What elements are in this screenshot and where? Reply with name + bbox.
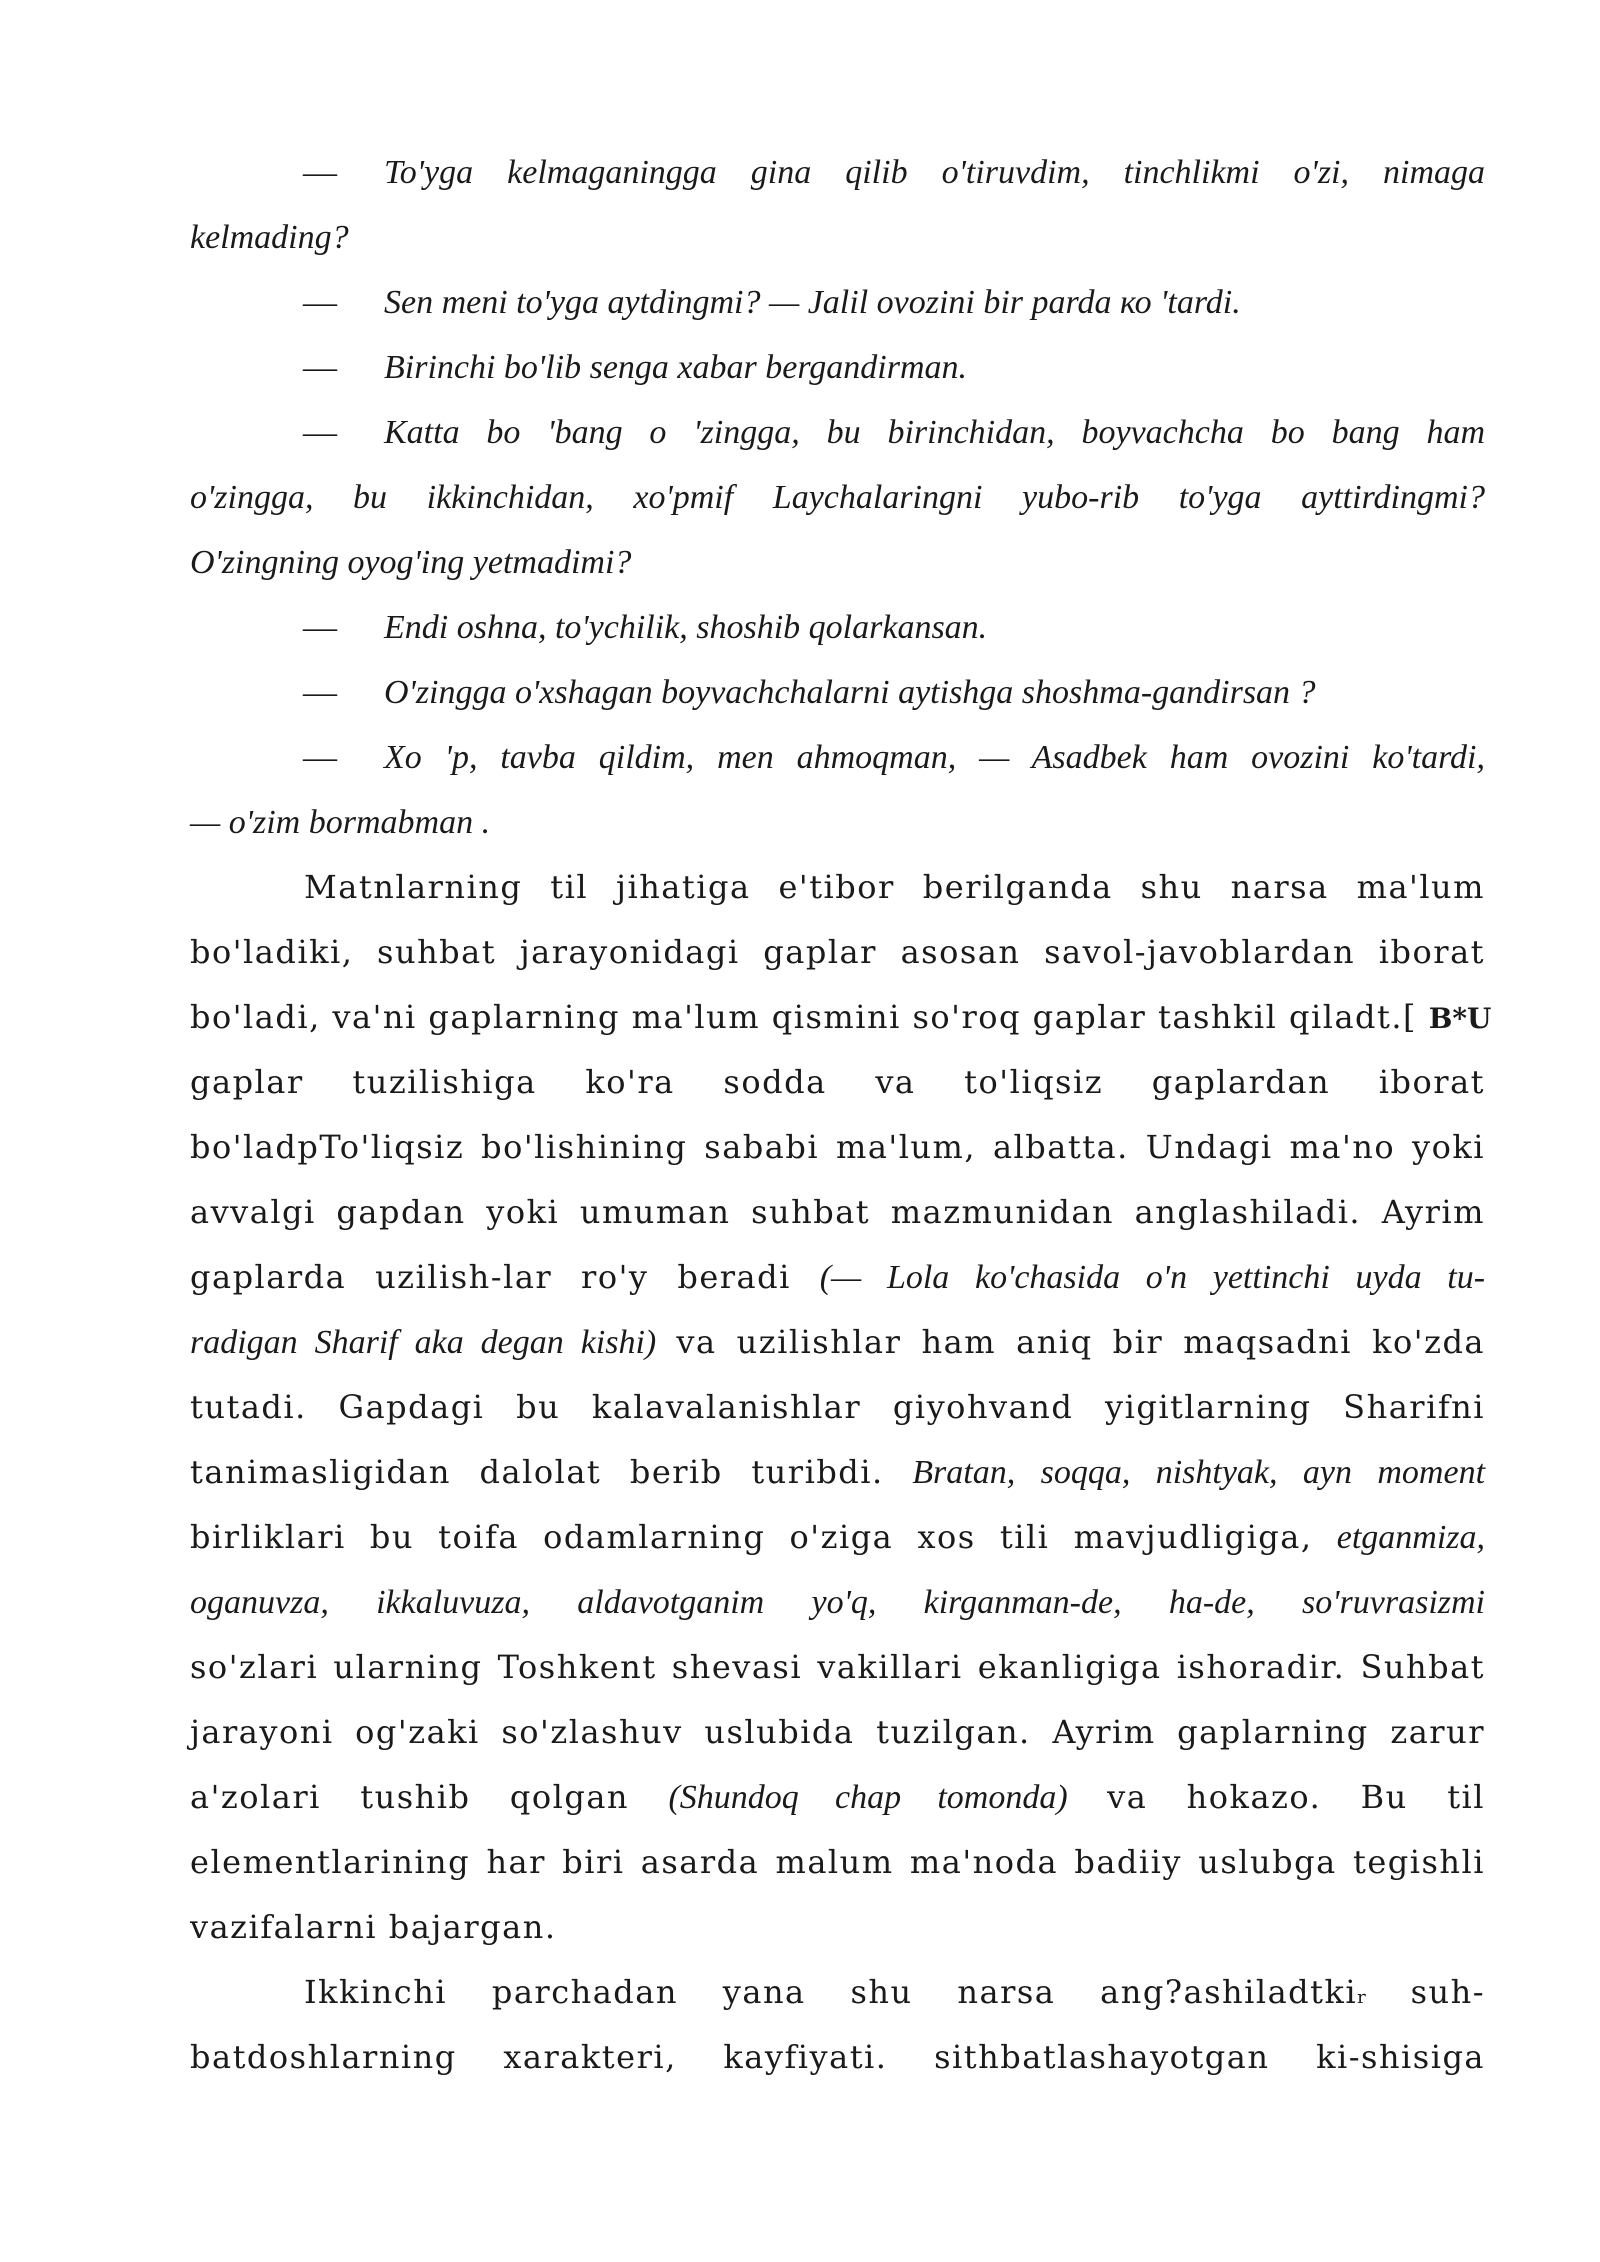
italic-quote: (— Lola ko'chasida o'n yettinchi uyda tu- <box>819 1259 1486 1296</box>
dialogue-text: O'zingning oyog'ing yetmadimi? <box>190 544 632 581</box>
paragraph-line <box>190 1375 1485 1440</box>
paragraph-text: birliklari bu toifa odamlarning o'ziga xos tili mavjudligiga, <box>190 1518 1313 1556</box>
paragraph-line <box>190 1635 1485 1700</box>
dash: — <box>303 349 337 386</box>
dialogue-line-7b <box>190 790 1485 855</box>
paragraph-line <box>190 1050 1485 1115</box>
paragraph-text: jarayoni og'zaki so'zlashuv uslubida tuzilgan. Ayrim gaplarning zarur <box>190 1713 1485 1751</box>
paragraph-text: bo'ladpTo'liqsiz bo'lishining sababi ma'lum, albatta. Undagi ma'no yoki <box>190 1128 1485 1166</box>
paragraph-line <box>190 920 1485 985</box>
paragraph-text: elementlarining har biri asarda malum ma'noda badiiy uslubga tegishli <box>190 1843 1485 1881</box>
dialogue-block <box>190 140 1485 855</box>
dialogue-line-1b <box>190 205 1485 270</box>
paragraph-line <box>190 1765 1485 1830</box>
paragraph-line <box>190 1505 1485 1570</box>
subscript-mark: r <box>1357 1987 1366 2008</box>
paragraph-text: va uzilishlar ham aniq bir maqsadni ko'zda <box>676 1323 1486 1361</box>
dialogue-text: — o'zim bormabman . <box>190 804 491 841</box>
footnote-mark: B*U <box>1428 1002 1492 1035</box>
dash: — <box>303 674 337 711</box>
dialogue-line-6 <box>190 660 1485 725</box>
paragraph-line <box>190 1895 1485 1960</box>
italic-quote: (Shundoq chap tomonda) <box>668 1779 1068 1816</box>
paragraph-line <box>190 1310 1485 1375</box>
paragraph-text: va hokazo. Bu til <box>1107 1778 1486 1816</box>
italic-quote: radigan Sharif aka degan kishi) <box>190 1324 657 1361</box>
analysis-paragraph <box>190 855 1492 2090</box>
paragraph-line <box>190 1960 1485 2025</box>
paragraph-text: Ikkinchi parchadan yana shu narsa ang?ashiladtki <box>304 1973 1358 2011</box>
paragraph-text: suh- <box>1410 1973 1486 2011</box>
dialogue-line-4a <box>190 400 1485 465</box>
paragraph-text: gaplarda uzilish-lar ro'y beradi <box>190 1258 791 1296</box>
dialogue-text: To'yga kelmaganingga gina qilib o'tiruvdim, tinchlikmi o'zi, nimaga <box>384 154 1485 191</box>
dialogue-line-7a <box>190 725 1485 790</box>
dialogue-text: Birinchi bo'lib senga xabar bergandirman. <box>384 349 968 386</box>
dialogue-line-3 <box>190 335 1485 400</box>
dialogue-text: Katta bo 'bang o 'zingga, bu birinchidan, boyvachcha bo bang ham <box>384 414 1485 451</box>
paragraph-line <box>190 1830 1485 1895</box>
paragraph-line <box>190 2025 1485 2090</box>
paragraph-text: vazifalarni bajargan. <box>190 1908 557 1946</box>
dash: — <box>303 284 337 321</box>
dash: — <box>303 739 337 776</box>
paragraph-line <box>190 1440 1485 1505</box>
paragraph-text: so'zlari ularning Toshkent shevasi vakillari ekanligiga ishoradir. Suhbat <box>190 1648 1485 1686</box>
dialogue-text: Sen meni to'yga aytdingmi? — Jalil ovozini bir parda ко 'tardi. <box>384 284 1241 321</box>
dash: — <box>303 609 337 646</box>
dialogue-text: O'zingga o'xshagan boyvachchalarni aytishga shoshma-gandirsan ? <box>384 674 1316 711</box>
dialogue-line-5 <box>190 595 1485 660</box>
dialogue-line-4c <box>190 530 1485 595</box>
paragraph-line <box>190 1245 1485 1310</box>
paragraph-text: tutadi. Gapdagi bu kalavalanishlar giyohvand yigitlarning Sharifni <box>190 1388 1485 1426</box>
paragraph-line <box>190 1570 1485 1635</box>
dialogue-line-4b <box>190 465 1485 530</box>
paragraph-text: bo'ladi, va'ni gaplarning ma'lum qismini so'roq gaplar tashkil qiladt.[ <box>190 998 1418 1036</box>
dialogue-line-2 <box>190 270 1485 335</box>
dialogue-text: o'zingga, bu ikkinchidan, xo'pmif Laychalaringni yubo-rib to'yga ayttirdingmi? <box>190 479 1485 516</box>
paragraph-line <box>190 985 1492 1050</box>
paragraph-text: batdoshlarning xarakteri, kayfiyati. sithbatlashayotgan ki-shisiga <box>190 2038 1485 2076</box>
italic-quote: Bratan, soqqa, nishtyak, ayn moment <box>912 1454 1486 1491</box>
paragraph-line <box>190 1700 1485 1765</box>
paragraph-line <box>190 1180 1485 1245</box>
dash: — <box>303 414 337 451</box>
document-page <box>190 140 1492 2090</box>
paragraph-text: gaplar tuzilishiga ko'ra sodda va to'liqsiz gaplardan iborat <box>190 1063 1485 1101</box>
dash: — <box>303 154 337 191</box>
paragraph-text: tanimasligidan dalolat berib turibdi. <box>190 1453 884 1491</box>
italic-quote: etganmiza, <box>1336 1519 1486 1556</box>
dialogue-text: kelmading? <box>190 219 349 256</box>
italic-quote: oganuvza, ikkaluvuza, aldavotganim yo'q, kirganman-de, ha-de, so'ruvrasizmi <box>190 1584 1485 1621</box>
paragraph-text: avvalgi gapdan yoki umuman suhbat mazmunidan anglashiladi. Ayrim <box>190 1193 1485 1231</box>
dialogue-text: Xo 'p, tavba qildim, men ahmoqman, — Asadbek ham ovozini ko'tardi, <box>384 739 1485 776</box>
dialogue-line-1a <box>190 140 1485 205</box>
paragraph-line <box>190 855 1485 920</box>
paragraph-line <box>190 1115 1485 1180</box>
paragraph-text: Matnlarning til jihatiga e'tibor berilganda shu narsa ma'lum <box>304 868 1485 906</box>
paragraph-text: a'zolari tushib qolgan <box>190 1778 630 1816</box>
paragraph-text: bo'ladiki, suhbat jarayonidagi gaplar asosan savol-javoblardan iborat <box>190 933 1485 971</box>
dialogue-text: Endi oshna, to'ychilik, shoshib qolarkansan. <box>384 609 988 646</box>
